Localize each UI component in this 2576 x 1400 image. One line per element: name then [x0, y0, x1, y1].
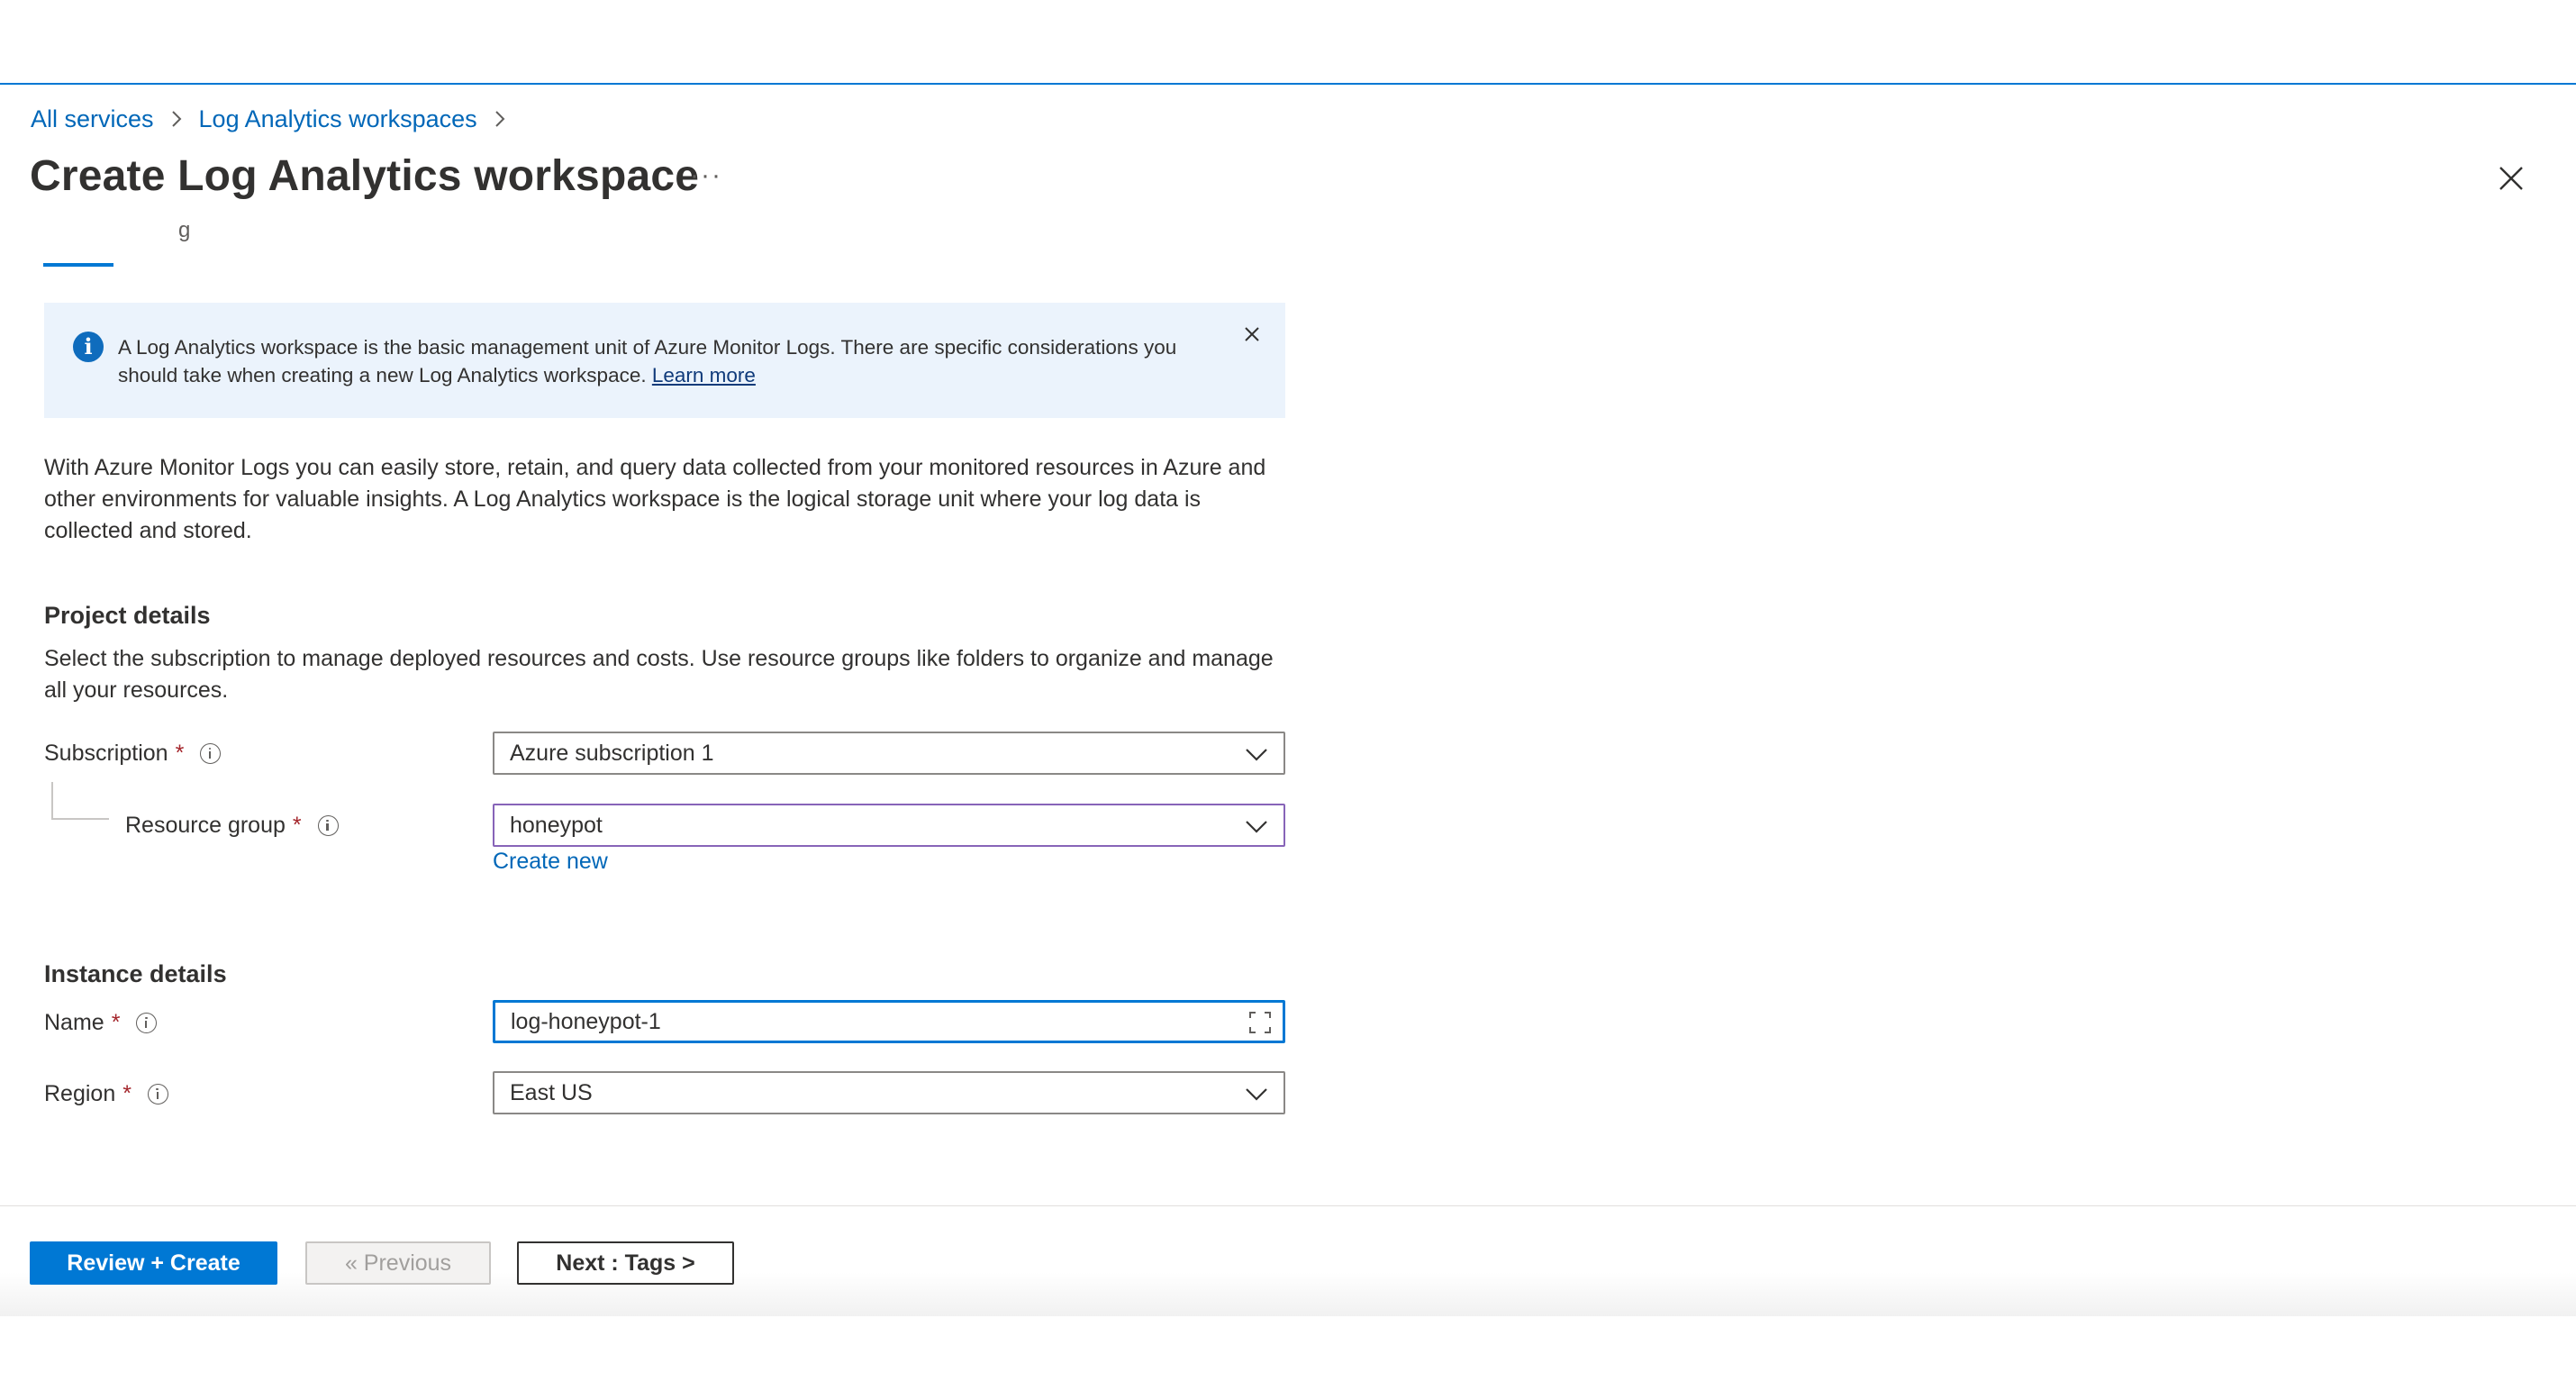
- required-marker: *: [292, 812, 302, 838]
- required-marker: *: [111, 1009, 121, 1035]
- name-label: [44, 1005, 157, 1041]
- region-value: East US: [510, 1079, 593, 1105]
- breadcrumb-all-services[interactable]: All services: [31, 105, 154, 132]
- required-marker: *: [175, 740, 185, 766]
- region-dropdown[interactable]: [493, 1071, 1285, 1114]
- project-details-heading: Project details: [44, 602, 211, 629]
- review-create-button[interactable]: Review + Create: [30, 1241, 277, 1285]
- chevron-down-icon: [1244, 816, 1269, 836]
- top-accent-rule: [0, 83, 2576, 85]
- workspace-name-value: log-honeypot-1: [511, 1008, 661, 1034]
- info-circle-icon[interactable]: [136, 1013, 157, 1033]
- focus-frame-icon: [1247, 1009, 1274, 1036]
- project-details-description: Select the subscription to manage deployed resources and costs. Use resource groups like folders to organize and manage all your resources.: [44, 646, 1274, 703]
- close-icon[interactable]: [2495, 162, 2527, 195]
- chevron-down-icon: [1244, 744, 1269, 764]
- chevron-right-icon: [490, 109, 510, 129]
- subscription-value: Azure subscription 1: [510, 740, 714, 766]
- more-options-button[interactable]: ···: [690, 160, 722, 190]
- info-circle-icon[interactable]: [200, 743, 221, 764]
- chevron-down-icon: [1244, 1084, 1269, 1104]
- info-banner: [44, 303, 1285, 418]
- tab-label-fragment[interactable]: g: [178, 218, 191, 242]
- tab-basics-active-indicator[interactable]: [43, 263, 113, 267]
- subscription-label: [44, 735, 221, 771]
- breadcrumb-log-analytics-workspaces[interactable]: Log Analytics workspaces: [198, 105, 477, 132]
- info-banner-message: A Log Analytics workspace is the basic management unit of Azure Monitor Logs. There are specific considerations you should take when creating a new Log Analytics workspace.: [118, 336, 1177, 386]
- info-circle-icon[interactable]: [318, 815, 339, 836]
- breadcrumb: [31, 101, 522, 137]
- page-title: Create Log Analytics workspace: [30, 152, 700, 200]
- required-marker: *: [122, 1080, 132, 1106]
- workspace-name-input[interactable]: [493, 1000, 1285, 1043]
- chevron-right-icon: [167, 109, 186, 129]
- info-circle-icon[interactable]: [148, 1084, 168, 1105]
- subscription-dropdown[interactable]: [493, 732, 1285, 775]
- create-new-resource-group-link[interactable]: Create new: [493, 849, 608, 874]
- resource-group-label-text: Resource group: [125, 812, 286, 838]
- tree-connector: [51, 782, 109, 820]
- next-tags-button[interactable]: Next : Tags >: [517, 1241, 734, 1285]
- region-label: [44, 1076, 168, 1112]
- previous-button[interactable]: « Previous: [305, 1241, 491, 1285]
- resource-group-label: [125, 807, 339, 843]
- learn-more-link[interactable]: Learn more: [651, 364, 756, 386]
- subscription-label-text: Subscription: [44, 740, 168, 766]
- name-label-text: Name: [44, 1009, 104, 1035]
- region-label-text: Region: [44, 1080, 116, 1106]
- resource-group-dropdown[interactable]: [493, 804, 1285, 847]
- close-icon[interactable]: [1240, 323, 1264, 346]
- intro-paragraph: With Azure Monitor Logs you can easily store, retain, and query data collected from your monitored resources in Azure and other environments for valuable insights. A Log Analytics workspace is the logical storage unit where your log data is collected and stored.: [44, 455, 1266, 543]
- info-icon: i: [73, 332, 104, 362]
- resource-group-value: honeypot: [510, 812, 603, 838]
- instance-details-heading: Instance details: [44, 960, 227, 987]
- info-banner-text: [118, 333, 1226, 389]
